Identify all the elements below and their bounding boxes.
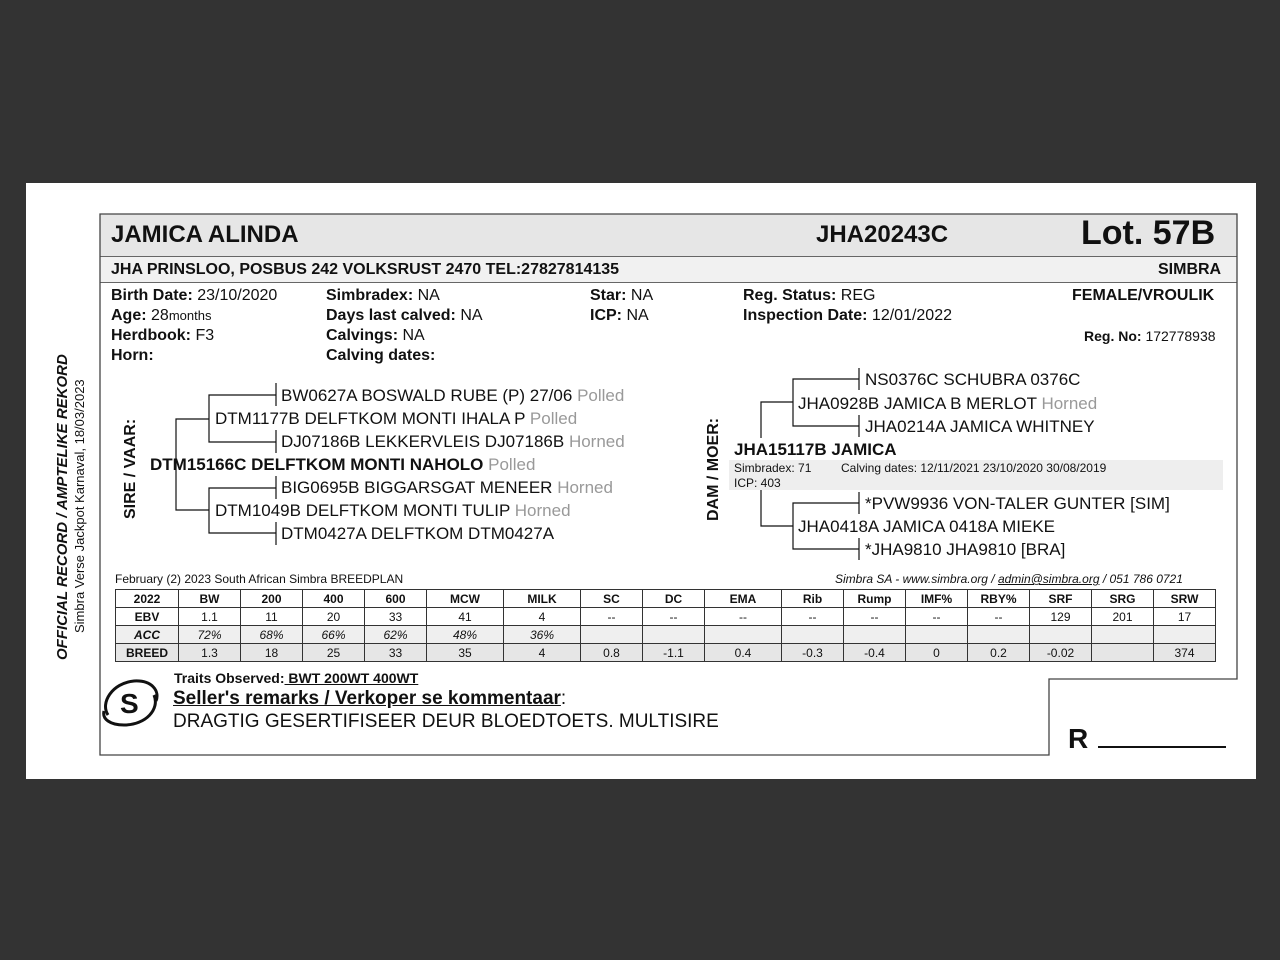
sire-name: DTM15166C DELFTKOM MONTI NAHOLO Polled (150, 455, 536, 474)
table-cell (906, 626, 968, 644)
table-cell: EBV (116, 608, 179, 626)
table-cell: 374 (1154, 644, 1216, 662)
table-cell (581, 626, 643, 644)
table-cell: -- (968, 608, 1030, 626)
table-cell: -- (581, 608, 643, 626)
dam-sire-sire: NS0376C SCHUBRA 0376C (865, 370, 1081, 389)
sire-dam-dam: DTM0427A DELFTKOM DTM0427A (281, 524, 555, 543)
table-cell: 20 (303, 608, 365, 626)
dam-icp: ICP: 403 (734, 476, 781, 490)
table-cell: -- (906, 608, 968, 626)
official-record-label: OFFICIAL RECORD / AMPTELIKE REKORD (54, 354, 71, 660)
event-label: Simbra Verse Jackpot Karnaval, 18/03/2023 (72, 379, 87, 633)
column-header: SC (581, 590, 643, 608)
table-cell: 1.1 (179, 608, 241, 626)
birth-date: Birth Date: 23/10/2020 (111, 287, 278, 304)
reg-number: Reg. No: 172778938 (1084, 328, 1216, 344)
table-cell (1154, 626, 1216, 644)
dam-simbradex: Simbradex: 71 (734, 461, 812, 475)
inspection-date: Inspection Date: 12/01/2022 (743, 307, 952, 324)
table-cell: -- (782, 608, 844, 626)
breedplan-caption: February (2) 2023 South African Simbra BREEDPLAN (115, 572, 404, 586)
days-last-calved: Days last calved: NA (326, 307, 483, 324)
sire-dam-sire: BIG0695B BIGGARSGAT MENEER Horned (281, 478, 613, 497)
table-cell (643, 626, 705, 644)
table-cell: 33 (365, 608, 427, 626)
calvings: Calvings: NA (326, 327, 425, 344)
column-header: SRG (1092, 590, 1154, 608)
dam-name: JHA15117B JAMICA (734, 440, 897, 459)
table-cell (968, 626, 1030, 644)
sire-dam: DTM1049B DELFTKOM MONTI TULIP Horned (215, 501, 571, 520)
table-cell: 11 (241, 608, 303, 626)
table-cell: 62% (365, 626, 427, 644)
table-cell: 66% (303, 626, 365, 644)
table-cell: -- (844, 608, 906, 626)
horn: Horn: (111, 347, 154, 364)
table-cell: -0.3 (782, 644, 844, 662)
sire-sire: DTM1177B DELFTKOM MONTI IHALA P Polled (215, 409, 578, 428)
column-header: 400 (303, 590, 365, 608)
table-cell (844, 626, 906, 644)
column-header: Rump (844, 590, 906, 608)
table-cell: 4 (504, 608, 581, 626)
column-header: MCW (427, 590, 504, 608)
table-row-ebv (116, 608, 1216, 626)
table-cell (782, 626, 844, 644)
table-cell: -- (705, 608, 782, 626)
dam-dam-dam: *JHA9810 JHA9810 [BRA] (865, 540, 1066, 559)
breed-label: SIMBRA (1158, 261, 1222, 278)
logo-letter: S (120, 688, 139, 719)
table-cell (1092, 644, 1154, 662)
table-cell: 25 (303, 644, 365, 662)
email-link[interactable]: admin@simbra.org (997, 572, 1100, 586)
simbradex: Simbradex: NA (326, 287, 440, 304)
star: Star: NA (590, 287, 654, 304)
table-cell: 0.4 (705, 644, 782, 662)
table-cell: 33 (365, 644, 427, 662)
column-header: MILK (504, 590, 581, 608)
table-cell: ACC (116, 626, 179, 644)
column-header: BW (179, 590, 241, 608)
column-header: IMF% (906, 590, 968, 608)
column-header: 200 (241, 590, 303, 608)
table-cell: 4 (504, 644, 581, 662)
lot-number: Lot. 57B (1081, 214, 1216, 252)
column-header: SRF (1030, 590, 1092, 608)
sire-sire-dam: DJ07186B LEKKERVLEIS DJ07186B Horned (281, 432, 625, 451)
dam-dam: JHA0418A JAMICA 0418A MIEKE (798, 517, 1056, 536)
reg-status: Reg. Status: REG (743, 287, 876, 304)
sire-label: SIRE / VAAR: (122, 418, 139, 519)
age: Age: 28months (111, 307, 212, 324)
table-cell: 201 (1092, 608, 1154, 626)
table-cell: -0.4 (844, 644, 906, 662)
traits-observed: Traits Observed: BWT 200WT 400WT (174, 670, 419, 686)
column-header: 600 (365, 590, 427, 608)
table-cell: 48% (427, 626, 504, 644)
dam-calving-dates: Calving dates: 12/11/2021 23/10/2020 30/08/2019 (841, 461, 1107, 475)
remarks-heading: Seller's remarks / Verkoper se kommentaar: (173, 688, 567, 709)
table-cell: 0.2 (968, 644, 1030, 662)
column-header: RBY% (968, 590, 1030, 608)
dam-dam-sire: *PVW9936 VON-TALER GUNTER [SIM] (865, 494, 1170, 513)
table-cell: 72% (179, 626, 241, 644)
table-cell: BREED (116, 644, 179, 662)
column-header: SRW (1154, 590, 1216, 608)
price-input-line[interactable] (1098, 746, 1226, 748)
table-cell: -1.1 (643, 644, 705, 662)
table-row-breed (116, 644, 1216, 662)
column-header: 2022 (116, 590, 179, 608)
table-cell (705, 626, 782, 644)
dam-sire: JHA0928B JAMICA B MERLOT Horned (798, 394, 1098, 413)
sex: FEMALE/VROULIK (1072, 287, 1215, 304)
dam-sire-dam: JHA0214A JAMICA WHITNEY (865, 417, 1095, 436)
price-currency: R (1068, 723, 1089, 754)
lot-card (26, 183, 1256, 779)
column-header: EMA (705, 590, 782, 608)
column-header: DC (643, 590, 705, 608)
breedplan-contact: Simbra SA - www.simbra.org / admin@simbra.org / 051 786 0721 (835, 572, 1183, 586)
table-cell: -- (643, 608, 705, 626)
table-cell: 0.8 (581, 644, 643, 662)
simbra-logo-icon (98, 675, 164, 731)
table-cell (1092, 626, 1154, 644)
table-cell: -0.02 (1030, 644, 1092, 662)
table-cell: 36% (504, 626, 581, 644)
table-cell: 68% (241, 626, 303, 644)
table-cell: 17 (1154, 608, 1216, 626)
dam-label: DAM / MOER: (705, 417, 722, 521)
ebv-table (115, 589, 1216, 662)
table-cell (1030, 626, 1092, 644)
table-cell: 129 (1030, 608, 1092, 626)
calving-dates: Calving dates: (326, 347, 436, 364)
owner-info: JHA PRINSLOO, POSBUS 242 VOLKSRUST 2470 TEL:27827814135 (111, 261, 620, 278)
table-cell: 1.3 (179, 644, 241, 662)
table-cell: 0 (906, 644, 968, 662)
column-header: Rib (782, 590, 844, 608)
table-cell: 18 (241, 644, 303, 662)
icp: ICP: NA (590, 307, 649, 324)
animal-name: JAMICA ALINDA (111, 221, 299, 248)
remarks-text: DRAGTIG GESERTIFISEER DEUR BLOEDTOETS. MULTISIRE (173, 711, 719, 732)
table-cell: 35 (427, 644, 504, 662)
table-cell: 41 (427, 608, 504, 626)
animal-id: JHA20243C (816, 221, 949, 248)
sire-sire-sire: BW0627A BOSWALD RUBE (P) 27/06 Polled (281, 386, 625, 405)
herdbook: Herdbook: F3 (111, 327, 215, 344)
table-row-acc (116, 626, 1216, 644)
table-header-row (116, 590, 1216, 608)
